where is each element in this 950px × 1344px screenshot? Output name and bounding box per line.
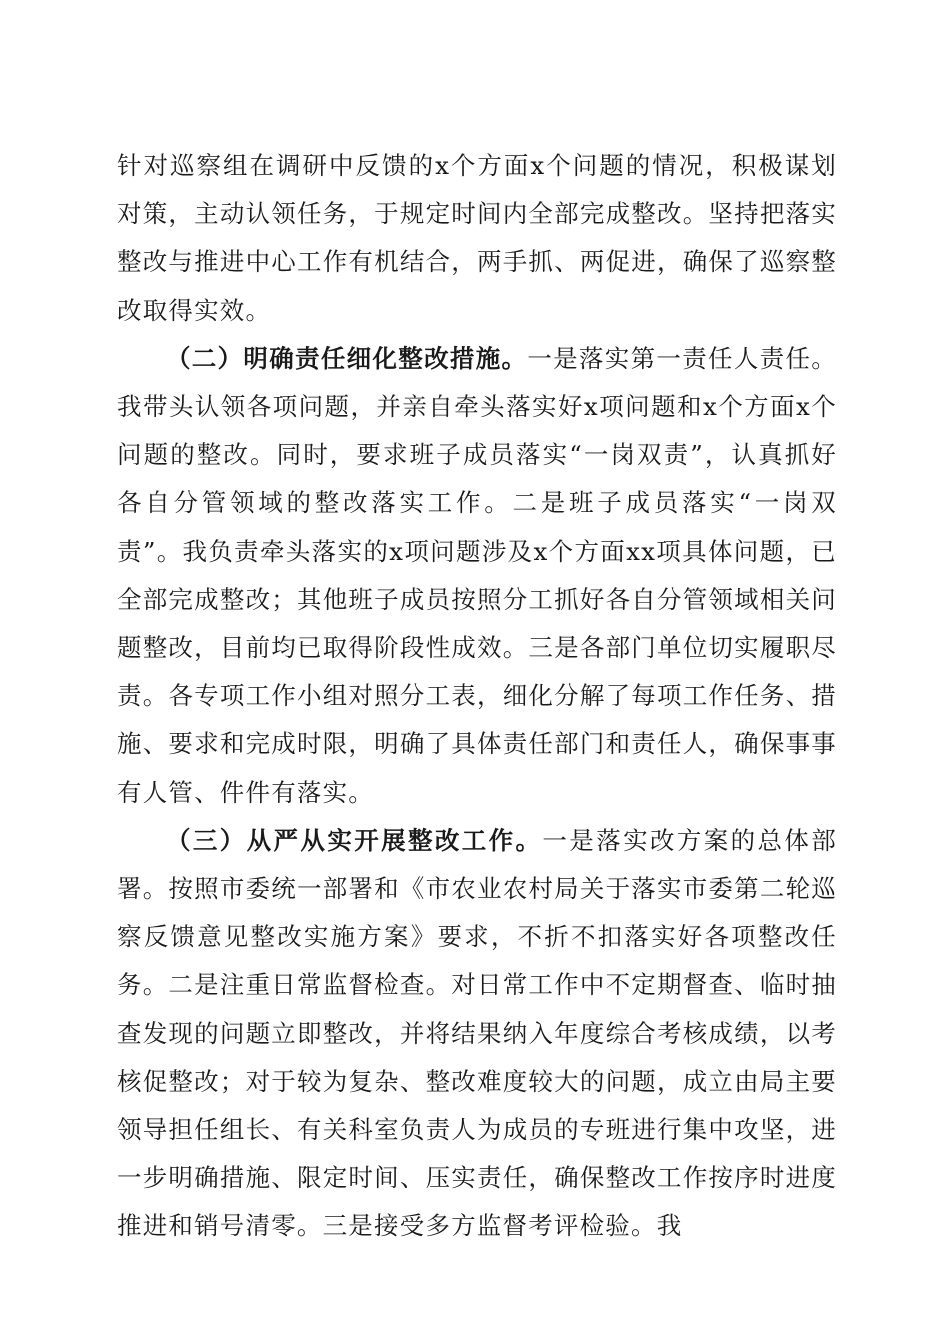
paragraph-1-text: 针对巡察组在调研中反馈的x个方面x个问题的情况，积极谋划对策，主动认领任务，于规定时间内全部完成整改。坚持把落实整改与推进中心工作有机结合，两手抓、两促进，确保了巡察整改取得实效。 — [117, 151, 837, 325]
section-heading-2: （二）明确责任细化整改措施。 — [166, 343, 528, 373]
paragraph-3 — [117, 817, 837, 1251]
paragraph-2 — [117, 335, 837, 817]
paragraph-1 — [117, 142, 837, 335]
section-heading-3: （三）从严从实开展整改工作。 — [166, 825, 543, 855]
paragraph-3-text: 一是落实改方案的总体部署。按照市委统一部署和《市农业农村局关于落实市委第二轮巡察反馈意见整改实施方案》要求，不折不扣落实好各项整改任务。二是注重日常监督检查。对日常工作中不定期督查、临时抽查发现的问题立即整改，并将结果纳入年度综合考核成绩，以考核促整改；对于较为复杂、整改难度较大的问题，成立由局主要领导担任组长、有关科室负责人为成员的专班进行集中攻坚，进一步明确措施、限定时间、压实责任，确保整改工作按序时进度推进和销号清零。三是接受多方监督考评检验。我 — [117, 825, 837, 1241]
document-body — [117, 142, 837, 1251]
paragraph-2-text: 一是落实第一责任人责任。我带头认领各项问题，并亲自牵头落实好x项问题和x个方面x个问题的整改。同时，要求班子成员落实“一岗双责”，认真抓好各自分管领域的整改落实工作。二是班子成员落实“一岗双责”。我负责牵头落实的x项问题涉及x个方面xx项具体问题，已全部完成整改；其他班子成员按照分工抓好各自分管领域相关问题整改，目前均已取得阶段性成效。三是各部门单位切实履职尽责。各专项工作小组对照分工表，细化分解了每项工作任务、措施、要求和完成时限，明确了具体责任部门和责任人，确保事事有人管、件件有落实。 — [117, 343, 837, 807]
